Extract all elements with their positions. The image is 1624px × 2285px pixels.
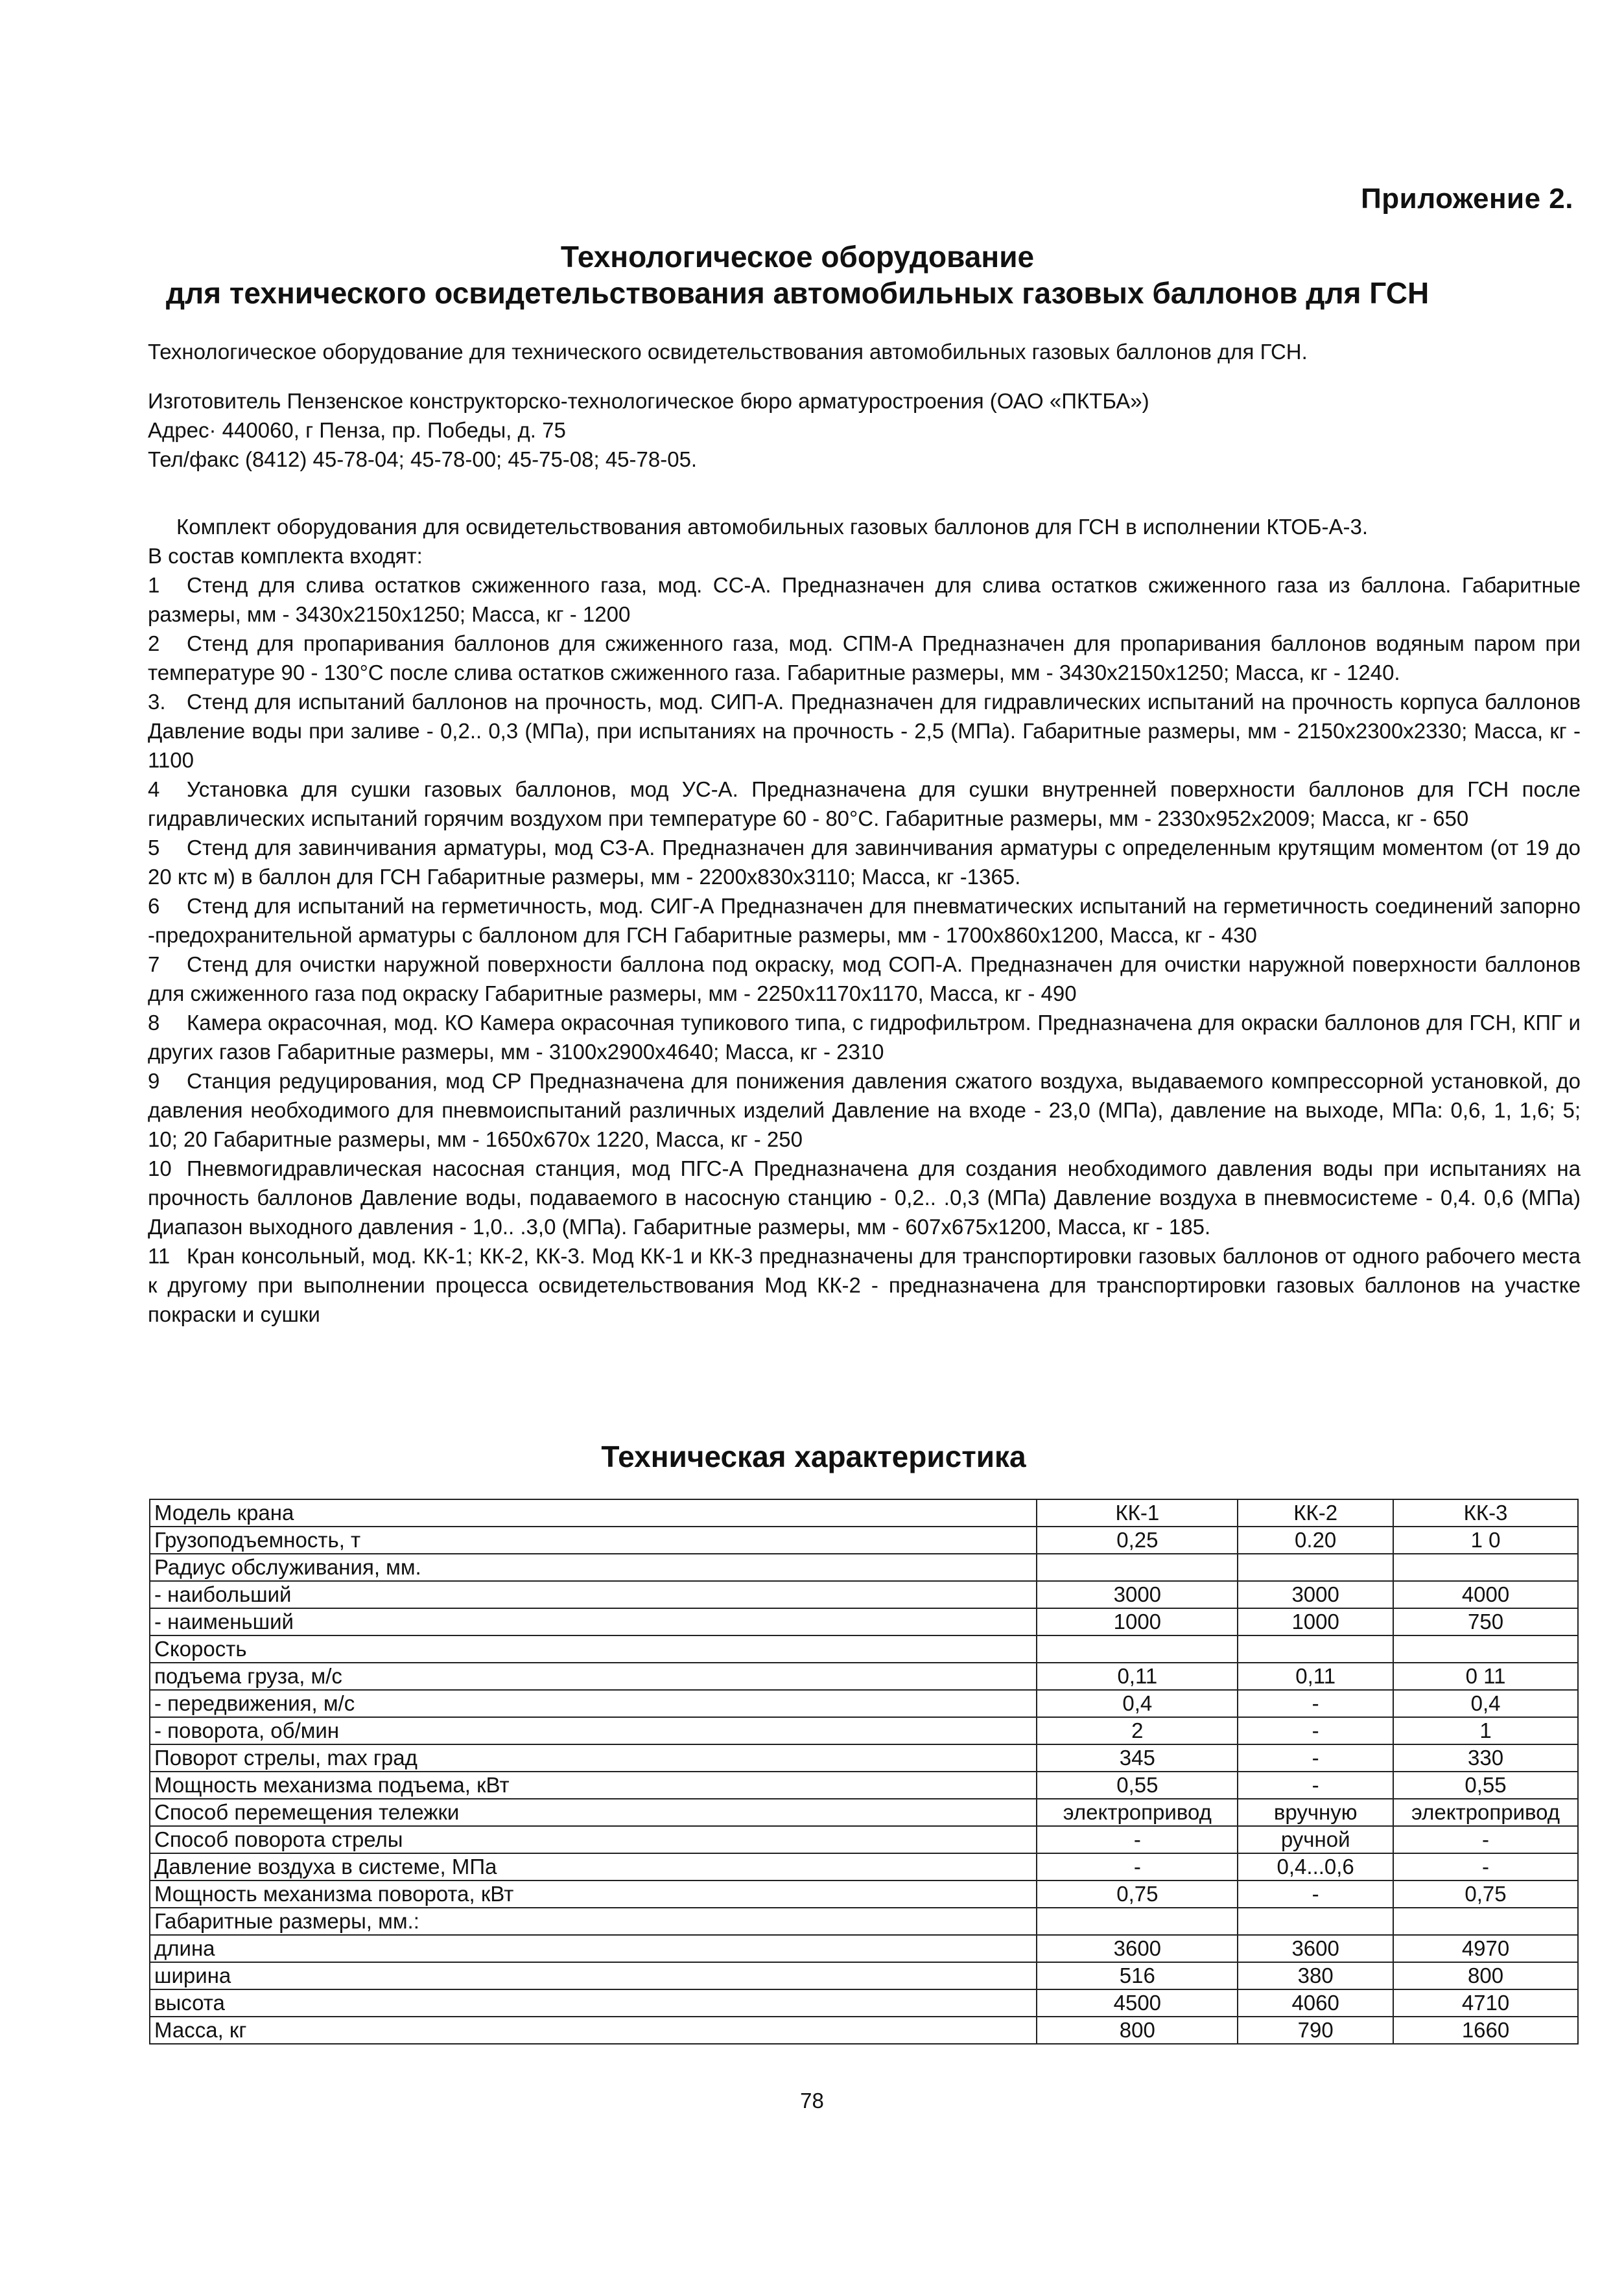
list-item-text: Кран консольный, мод. КК-1; КК-2, КК-3. Мод КК-1 и КК-3 предназначены для транспортировки газовых баллонов от одного рабочего места к другому при выполнении процесса освидетельствования Мод КК-2 - предназначена для транспортировки газовых баллонов на участке покраски и сушки xyxy=(148,1244,1581,1326)
table-row-label: Габаритные размеры, мм.: xyxy=(150,1908,1037,1935)
table-cell: - xyxy=(1393,1826,1578,1853)
list-item xyxy=(148,1241,1581,1329)
table-cell: 3000 xyxy=(1037,1581,1238,1608)
list-item xyxy=(148,891,1581,950)
list-item-number: 9 xyxy=(148,1069,160,1093)
table-cell: 0,11 xyxy=(1037,1663,1238,1690)
list-item-number: 1 xyxy=(148,573,160,597)
spec-table xyxy=(149,1499,1579,2045)
table-cell: 4060 xyxy=(1238,1989,1393,2017)
list-item xyxy=(148,950,1581,1008)
table-cell: 800 xyxy=(1037,2017,1238,2044)
table-cell: 0,25 xyxy=(1037,1527,1238,1554)
table-cell xyxy=(1238,1554,1393,1581)
list-item-text: Стенд для очистки наружной поверхности баллона под окраску, мод СОП-А. Предназначен для очистки наружной поверхности баллонов для сжиженного газа под окраску Габаритные размеры, мм - 2250x1170x1170, Масса, кг - 490 xyxy=(148,952,1581,1005)
table-row-label: Способ перемещения тележки xyxy=(150,1799,1037,1826)
manufacturer-line: Изготовитель Пензенское конструкторско-технологическое бюро арматуростроения (ОАО «ПКТБА») xyxy=(148,389,1149,413)
table-row-label: Масса, кг xyxy=(150,2017,1037,2044)
table-cell: 345 xyxy=(1037,1744,1238,1772)
table-row-label: Модель крана xyxy=(150,1499,1037,1527)
table-cell: 3600 xyxy=(1238,1935,1393,1962)
table-row-label: - передвижения, м/с xyxy=(150,1690,1037,1717)
table-cell: 0,75 xyxy=(1037,1881,1238,1908)
table-row xyxy=(150,1635,1578,1663)
table-cell: 380 xyxy=(1238,1962,1393,1989)
list-item xyxy=(148,1154,1581,1241)
table-cell: - xyxy=(1037,1826,1238,1853)
table-row-label: Поворот стрелы, max град xyxy=(150,1744,1037,1772)
list-item xyxy=(148,775,1581,833)
table-row-label: - наименьший xyxy=(150,1608,1037,1635)
table-row xyxy=(150,1962,1578,1989)
table-row xyxy=(150,1772,1578,1799)
table-row-label: Способ поворота стрелы xyxy=(150,1826,1037,1853)
list-item xyxy=(148,687,1581,775)
spec-title: Техническая характеристика xyxy=(601,1440,1026,1473)
list-item-text: Пневмогидравлическая насосная станция, мод ПГС-А Предназначена для создания необходимого давления воды при испытаниях на прочность баллонов Давление воды, подаваемого в насосную станцию - 0,2.. .0,3 (МПа) Давление воздуха в пневмосистеме - 0,4. 0,6 (МПа) Диапазон выходного давления - 1,0.. .3,0 (МПа). Габаритные размеры, мм - 607x675x1200, Масса, кг - 185. xyxy=(148,1156,1581,1239)
title-line-2: для технического освидетельствования автомобильных газовых баллонов для ГСН xyxy=(165,276,1430,310)
table-cell: 800 xyxy=(1393,1962,1578,1989)
table-row-label: - поворота, об/мин xyxy=(150,1717,1037,1744)
list-item-number: 7 xyxy=(148,952,160,976)
table-cell: 790 xyxy=(1238,2017,1393,2044)
list-item-number: 8 xyxy=(148,1011,160,1035)
table-cell: КК-2 xyxy=(1238,1499,1393,1527)
table-cell: - xyxy=(1238,1772,1393,1799)
table-cell: ручной xyxy=(1238,1826,1393,1853)
table-row xyxy=(150,1663,1578,1690)
table-cell: - xyxy=(1037,1853,1238,1881)
table-cell xyxy=(1393,1635,1578,1663)
table-row xyxy=(150,1799,1578,1826)
table-cell xyxy=(1037,1554,1238,1581)
table-cell: 1660 xyxy=(1393,2017,1578,2044)
table-cell: 3000 xyxy=(1238,1581,1393,1608)
table-cell: 0,4 xyxy=(1393,1690,1578,1717)
list-item-text: Стенд для испытаний баллонов на прочность, мод. СИП-А. Предназначен для гидравлических испытаний на прочность корпуса баллонов Давление воды при заливе - 0,2.. 0,3 (МПа), при испытаниях на прочность - 2,5 (МПа). Габаритные размеры, мм - 2150x2300x2330; Масса, кг - 1100 xyxy=(148,690,1581,772)
table-row xyxy=(150,1608,1578,1635)
kit-title: Комплект оборудования для освидетельствования автомобильных газовых баллонов для ГСН в исполнении КТОБ-А-3. xyxy=(176,515,1369,539)
table-cell: 516 xyxy=(1037,1962,1238,1989)
list-item-text: Станция редуцирования, мод СР Предназначена для понижения давления сжатого воздуха, выдаваемого компрессорной установкой, до давления необходимого для пневмоиспытаний различных изделий Давление на входе - 23,0 (МПа), давление на выходе, МПа: 0,6, 1, 1,6; 5; 10; 20 Габаритные размеры, мм - 1650x670x 1220, Масса, кг - 250 xyxy=(148,1069,1581,1151)
table-cell: - xyxy=(1238,1690,1393,1717)
table-row-label: - наибольший xyxy=(150,1581,1037,1608)
table-row xyxy=(150,1989,1578,2017)
table-row xyxy=(150,1826,1578,1853)
list-item xyxy=(148,1066,1581,1154)
table-row-label: Грузоподъемность, т xyxy=(150,1527,1037,1554)
table-row-label: подъема груза, м/с xyxy=(150,1663,1037,1690)
table-row-label: длина xyxy=(150,1935,1037,1962)
list-item-number: 11 xyxy=(148,1244,171,1268)
table-cell: 750 xyxy=(1393,1608,1578,1635)
kit-subtitle: В состав комплекта входят: xyxy=(148,544,423,568)
table-row-label: Радиус обслуживания, мм. xyxy=(150,1554,1037,1581)
list-item-text: Стенд для слива остатков сжиженного газа, мод. СС-А. Предназначен для слива остатков сжиженного газа из баллона. Габаритные размеры, мм - 3430x2150x1250; Масса, кг - 1200 xyxy=(148,573,1581,626)
table-cell xyxy=(1238,1908,1393,1935)
list-item-text: Стенд для испытаний на герметичность, мод. СИГ-А Предназначен для пневматических испытаний на герметичность соединений запорно -предохранительной арматуры с баллоном для ГСН Габаритные размеры, мм - 1700x860x1200, Масса, кг - 430 xyxy=(148,894,1581,947)
table-cell: - xyxy=(1393,1853,1578,1881)
table-row xyxy=(150,1744,1578,1772)
table-row-label: высота xyxy=(150,1989,1037,2017)
table-cell: 4710 xyxy=(1393,1989,1578,2017)
table-cell: КК-3 xyxy=(1393,1499,1578,1527)
table-row xyxy=(150,1527,1578,1554)
list-item-number: 5 xyxy=(148,836,160,860)
table-cell: 0,55 xyxy=(1393,1772,1578,1799)
table-cell: 4000 xyxy=(1393,1581,1578,1608)
table-row xyxy=(150,1499,1578,1527)
table-cell xyxy=(1393,1554,1578,1581)
table-cell: КК-1 xyxy=(1037,1499,1238,1527)
table-cell xyxy=(1037,1635,1238,1663)
table-cell: 0,75 xyxy=(1393,1881,1578,1908)
table-row-label: Давление воздуха в системе, МПа xyxy=(150,1853,1037,1881)
table-cell: 330 xyxy=(1393,1744,1578,1772)
appendix-label: Приложение 2. xyxy=(1361,183,1573,215)
table-row xyxy=(150,1853,1578,1881)
intro-line: Технологическое оборудование для технического освидетельствования автомобильных газовых баллонов для ГСН. xyxy=(148,340,1308,364)
list-item-text: Стенд для пропаривания баллонов для сжиженного газа, мод. СПМ-А Предназначен для пропаривания баллонов водяным паром при температуре 90 - 130°С после слива остатков сжиженного газа. Габаритные размеры, мм - 3430x2150x1250; Масса, кг - 1240. xyxy=(148,631,1581,685)
kit-items-list xyxy=(148,570,1581,1329)
table-cell: 0,11 xyxy=(1238,1663,1393,1690)
table-cell: 4500 xyxy=(1037,1989,1238,2017)
list-item xyxy=(148,833,1581,891)
table-row xyxy=(150,1690,1578,1717)
table-cell: электропривод xyxy=(1393,1799,1578,1826)
table-cell: 1000 xyxy=(1238,1608,1393,1635)
list-item-number: 6 xyxy=(148,894,160,918)
table-cell: 4970 xyxy=(1393,1935,1578,1962)
title-line-1: Технологическое оборудование xyxy=(560,240,1035,274)
table-cell xyxy=(1037,1908,1238,1935)
table-cell: 3600 xyxy=(1037,1935,1238,1962)
table-cell: 2 xyxy=(1037,1717,1238,1744)
list-item-number: 10 xyxy=(148,1156,172,1180)
table-cell: - xyxy=(1238,1881,1393,1908)
kit-description xyxy=(148,512,1581,1329)
table-row xyxy=(150,2017,1578,2044)
table-row xyxy=(150,1717,1578,1744)
table-cell: 0 11 xyxy=(1393,1663,1578,1690)
table-cell: 1 0 xyxy=(1393,1527,1578,1554)
table-cell xyxy=(1238,1635,1393,1663)
table-row xyxy=(150,1581,1578,1608)
table-cell: 1 xyxy=(1393,1717,1578,1744)
table-cell xyxy=(1393,1908,1578,1935)
list-item-number: 3. xyxy=(148,690,166,714)
list-item xyxy=(148,570,1581,629)
table-row xyxy=(150,1908,1578,1935)
table-cell: электропривод xyxy=(1037,1799,1238,1826)
list-item xyxy=(148,629,1581,687)
table-cell: 0.20 xyxy=(1238,1527,1393,1554)
table-cell: 0,55 xyxy=(1037,1772,1238,1799)
table-row-label: Мощность механизма подъема, кВт xyxy=(150,1772,1037,1799)
table-row xyxy=(150,1554,1578,1581)
table-cell: - xyxy=(1238,1744,1393,1772)
list-item-number: 2 xyxy=(148,631,160,655)
table-row-label: Мощность механизма поворота, кВт xyxy=(150,1881,1037,1908)
table-cell: вручную xyxy=(1238,1799,1393,1826)
table-row-label: Скорость xyxy=(150,1635,1037,1663)
list-item xyxy=(148,1008,1581,1066)
table-row xyxy=(150,1935,1578,1962)
table-cell: - xyxy=(1238,1717,1393,1744)
phone-line: Тел/факс (8412) 45-78-04; 45-78-00; 45-75-08; 45-78-05. xyxy=(148,447,698,471)
list-item-text: Стенд для завинчивания арматуры, мод СЗ-А. Предназначен для завинчивания арматуры с определенным крутящим моментом (от 19 до 20 ктс м) в баллон для ГСН Габаритные размеры, мм - 2200x830x3110; Масса, кг -1365. xyxy=(148,836,1581,889)
table-cell: 1000 xyxy=(1037,1608,1238,1635)
table-row-label: ширина xyxy=(150,1962,1037,1989)
list-item-text: Установка для сушки газовых баллонов, мод УС-А. Предназначена для сушки внутренней поверхности баллонов для ГСН после гидравлических испытаний горячим воздухом при температуре 60 - 80°С. Габаритные размеры, мм - 2330x952x2009; Масса, кг - 650 xyxy=(148,777,1581,830)
table-cell: 0,4 xyxy=(1037,1690,1238,1717)
table-cell: 0,4...0,6 xyxy=(1238,1853,1393,1881)
address-line: Адрес· 440060, г Пенза, пр. Победы, д. 75 xyxy=(148,418,566,442)
page-number: 78 xyxy=(800,2089,824,2113)
list-item-text: Камера окрасочная, мод. КО Камера окрасочная тупикового типа, с гидрофильтром. Предназначена для окраски баллонов для ГСН, КПГ и других газов Габаритные размеры, мм - 3100x2900x4640; Масса, кг - 2310 xyxy=(148,1011,1581,1064)
list-item-number: 4 xyxy=(148,777,160,801)
table-row xyxy=(150,1881,1578,1908)
